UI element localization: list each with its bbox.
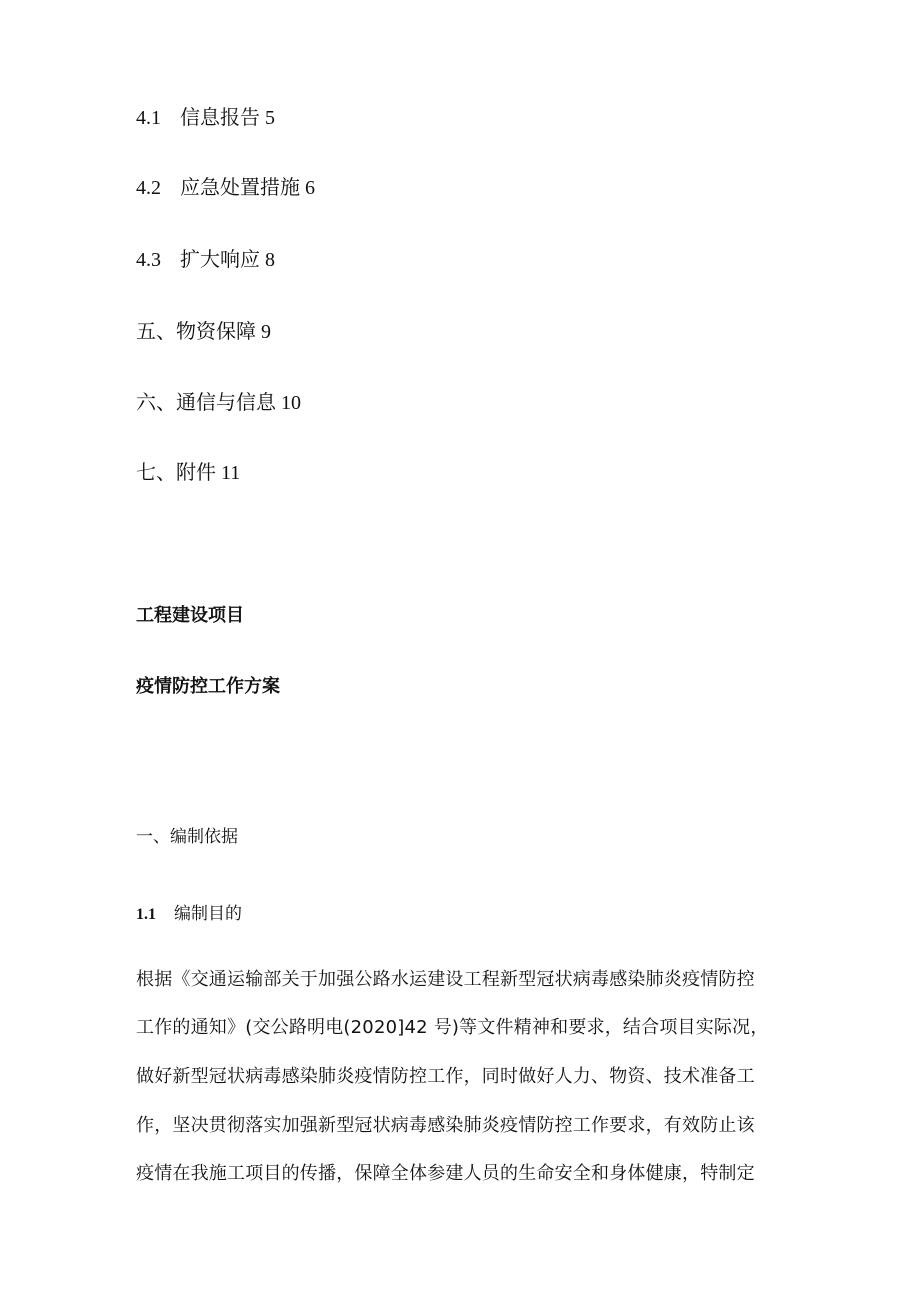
toc-item-label: 扩大响应 8 (180, 249, 275, 271)
toc-item-label: 七、附件 11 (136, 462, 241, 484)
document-title-line1: 工程建设项目 (136, 605, 244, 626)
toc-item-7[interactable] (136, 461, 240, 485)
subsection-heading (136, 902, 242, 927)
toc-item-5[interactable] (136, 320, 271, 344)
paragraph-line: 工作的通知》(交公路明电(2020]42 号)等文件精神和要求，结合项目实际况， (136, 1017, 769, 1038)
toc-item-4-3[interactable] (136, 248, 275, 272)
document-title-line2: 疫情防控工作方案 (136, 676, 280, 697)
toc-item-label: 六、通信与信息 10 (136, 392, 301, 414)
paragraph-line: 根据《交通运输部关于加强公路水运建设工程新型冠状病毒感染肺炎疫情防控 (136, 969, 755, 990)
section-heading: 一、编制依据 (136, 827, 238, 847)
toc-item-number: 4.3 (136, 249, 161, 271)
subsection-label: 编制目的 (174, 904, 242, 924)
toc-item-label: 五、物资保障 9 (136, 321, 271, 343)
toc-item-label: 信息报告 5 (180, 107, 275, 129)
paragraph-line: 疫情在我施工项目的传播，保障全体参建人员的生命安全和身体健康，特制定 (136, 1163, 755, 1184)
body-paragraph (136, 968, 776, 1208)
paragraph-line: 作，坚决贯彻落实加强新型冠状病毒感染肺炎疫情防控工作要求，有效防止该 (136, 1115, 755, 1136)
paragraph-line: 做好新型冠状病毒感染肺炎疫情防控工作，同时做好人力、物资、技术准备工 (136, 1066, 755, 1087)
toc-item-4-2[interactable] (136, 176, 315, 200)
subsection-number: 1.1 (136, 906, 156, 923)
toc-item-4-1[interactable] (136, 106, 275, 130)
toc-item-number: 4.2 (136, 177, 161, 199)
toc-item-number: 4.1 (136, 107, 161, 129)
toc-item-label: 应急处置措施 6 (180, 177, 315, 199)
toc-item-6[interactable] (136, 391, 301, 415)
